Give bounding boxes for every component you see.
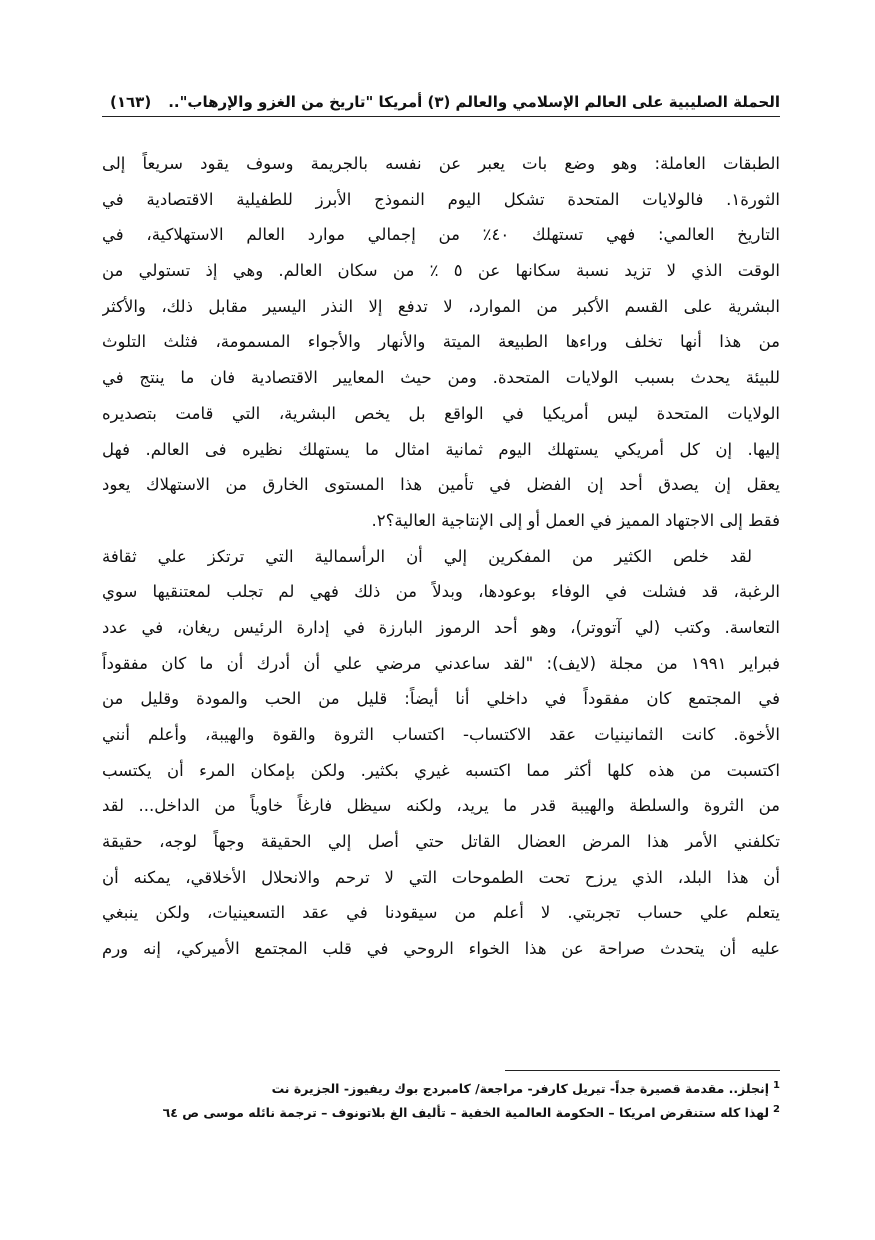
text-line: من الثروة والسلطة والهيبة قدر ما يريد، ولكنه سيظل فارغاً خاوياً من الداخل... لقد: [102, 796, 780, 816]
footnote: [102, 1098, 780, 1122]
text-line: من هذا أنها تخلف وراءها الطبيعة الميتة والأنهار والأجواء المسمومة، فثلث التلوث: [102, 332, 780, 352]
text-line: التعاسة. وكتب (لي آتووتر)، وهو أحد الرموز البارزة في إدارة الرئيس ريغان، في عدد: [102, 617, 780, 637]
text-line: التاريخ العالمي: فهي تستهلك ٤٠٪ من إجمالي موارد العالم الاستهلاكية، في: [102, 225, 780, 245]
text-line: الأخوة. كانت الثمانينيات عقد الاكتساب- اكتساب الثروة والقوة والهيبة، وأعلم أنني: [102, 725, 780, 744]
page-number: (١٦٣): [110, 93, 152, 111]
text-line: لقد خلص الكثير من المفكرين إلي أن الرأسمالية التي ترتكز علي ثقافة: [102, 546, 752, 566]
text-line: الولايات المتحدة ليس أمريكيا في الواقع بل يخص البشرية، التي قامت بتصديره: [102, 403, 780, 423]
text-line: البشرية على القسم الأكبر من الموارد، لا تدفع إلا النذر اليسير مقابل ذلك، والأكثر: [102, 296, 780, 316]
footnote-separator: [505, 1070, 780, 1071]
footnote-text: إنجلز.. مقدمة قصيرة جداً- تيريل كارفر- مراجعة/ كامبردج بوك ريفيوز- الجزيرة نت: [271, 1081, 770, 1097]
text-line: عليه أن يتحدث صراحة عن هذا الخواء الروحي في قلب المجتمع الأميركي، إنه ورم: [102, 939, 780, 959]
text-line: اكتسبت من هذه كلها أكثر مما اكتسبه غيري بكثير. ولكن بإمكان المرء أن يكتسب: [102, 760, 780, 780]
footnote: [102, 1074, 780, 1098]
text-line: فبراير ١٩٩١ من مجلة (لايف): "لقد ساعدني مرضي علي أن أدرك أن ما كان مفقوداً: [102, 653, 780, 673]
text-line: الطبقات العاملة: وهو وضع بات يعبر عن نفسه بالجريمة وسوف يقود سريعاً إلى: [102, 154, 780, 173]
text-line: يتعلم علي حساب تجربتي. لا أعلم من سيقودنا في عقد التسعينيات، ولكن ينبغي: [102, 903, 780, 923]
text-line: الثورة١. فالولايات المتحدة تشكل اليوم النموذج الأبرز للطفيلية الاقتصادية في: [102, 189, 780, 209]
text-line: فقط إلى الاجتهاد المميز في العمل أو إلى الإنتاجية العالية؟٢.: [371, 510, 780, 530]
text-line: إليها. إن كل أمريكي يستهلك اليوم ثمانية امثال ما يستهلك نظيره فى العالم. فهل: [102, 439, 780, 459]
text-line: يعقل إن يصدق أحد إن الفضل في تأمين هذا المستوى الخارق من الاستهلاك يعود: [102, 475, 780, 495]
text-line: الوقت الذي لا تزيد نسبة سكانها عن ٥ ٪ من سكان العالم. وهي إذ تستولي من: [102, 261, 780, 281]
footnote-number: 1: [773, 1080, 780, 1091]
text-line: الرغبة، قد فشلت في الوفاء بوعودها، وبدلاً من ذلك فهي لم تجلب لمعتنقيها سوي: [102, 582, 780, 602]
footnote-text: لهذا كله ستنقرض امريكا – الحكومة العالمية الخفية – تأليف الغ بلاتونوف – ترجمة نائله موسى ص ٦٤: [162, 1105, 770, 1121]
text-line: تكلفني الأمر هذا المرض العضال القاتل حتي أصل إلي الحقيقة وجهاً لوجه، حقيقة: [102, 832, 780, 852]
running-header: [102, 88, 780, 117]
body-text: [102, 146, 780, 967]
footnotes: [102, 1074, 780, 1122]
footnote-number: 2: [773, 1104, 780, 1115]
text-line: في المجتمع كان مفقوداً في داخلي أنا أيضاً: قليل من الحب والمودة وقليل من: [102, 689, 780, 709]
text-line: أن هذا البلد، الذي يرزح تحت الطموحات التي لا ترحم والانحلال الأخلاقي، يمكنه أن: [102, 867, 780, 887]
text-line: للبيئة يحدث بسبب الولايات المتحدة. ومن حيث المعايير الاقتصادية فان ما ينتج في: [102, 368, 780, 388]
header-title: الحملة الصليبية على العالم الإسلامي والعالم (٣) أمريكا "تاريخ من الغزو والإرهاب"..: [168, 93, 780, 111]
